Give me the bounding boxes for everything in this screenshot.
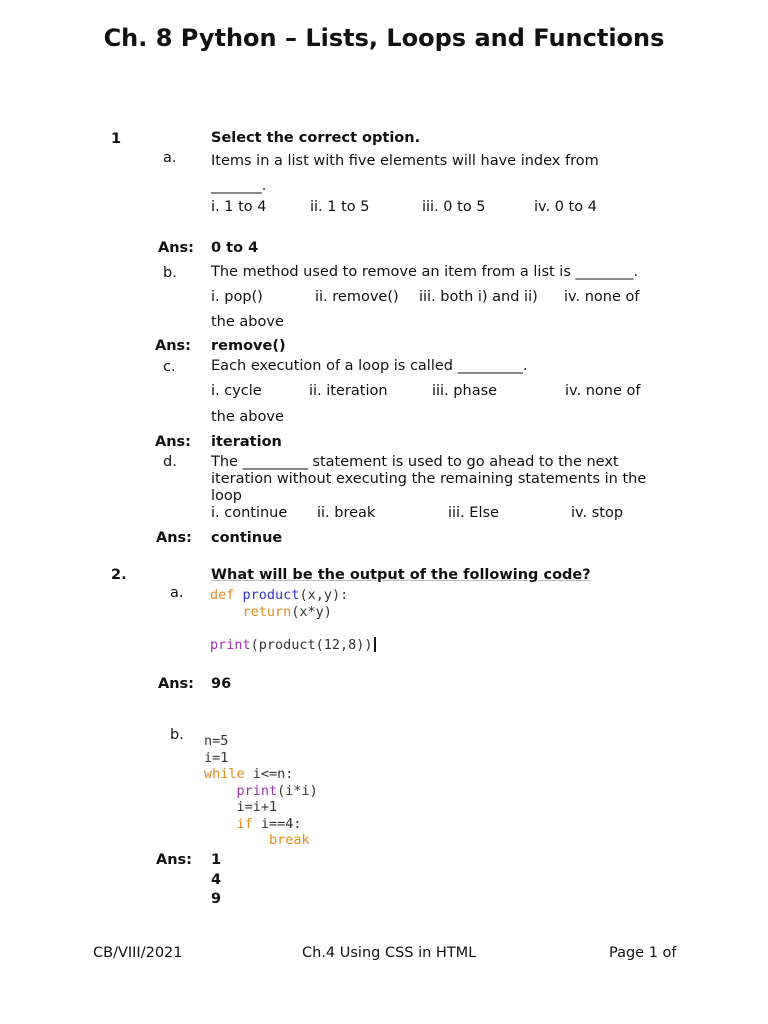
q1d-label: d. [163,454,177,470]
code-line-5: i=i+1 [236,799,278,815]
code-return-expr: (x*y) [291,603,332,620]
q2b-label: b. [170,727,184,743]
q1c-text: Each execution of a loop is called _________. [211,358,528,374]
code-print-args: (product(12,8)) [250,636,373,653]
code-if-keyword: if [236,815,253,832]
q2a-label: a. [170,585,184,601]
text-cursor [374,637,376,652]
question-1-heading: Select the correct option. [211,130,421,146]
code-function-name: product [242,587,300,603]
q1b-option-cont: the above [211,314,284,330]
footer-center: Ch.4 Using CSS in HTML [302,945,477,961]
q1d-answer: continue [211,530,283,546]
code-def-keyword: def [210,587,235,603]
q1a-option-3: iii. 0 to 5 [422,199,486,215]
q1b-answer: remove() [211,338,286,354]
q1d-ans-label: Ans: [156,530,192,546]
q2a-ans-label: Ans: [158,676,194,692]
code-print-keyword: print [210,636,251,653]
code-return-keyword: return [242,603,292,620]
question-2-heading: What will be the output of the following code? [211,567,591,583]
q1b-option-4: iv. none of [564,289,640,305]
code-while-keyword: while [204,766,245,782]
q2a-answer: 96 [211,676,232,692]
q1d-option-1: i. continue [211,505,288,521]
q1b-text: The method used to remove an item from a list is ________. [211,264,639,280]
code-params: (x,y): [299,587,349,603]
q2b-answer-3: 9 [211,891,222,907]
q1d-option-2: ii. break [317,505,376,521]
q2b-answer-1: 1 [211,852,222,868]
code-print-args: (i*i) [277,782,318,799]
q2b-code-block [204,733,318,849]
code-line-2: i=1 [204,749,229,766]
q1a-option-1: i. 1 to 4 [211,199,267,215]
q1c-option-3: iii. phase [432,383,498,399]
page-title: Ch. 8 Python – Lists, Loops and Functions [103,24,665,52]
footer-left: CB/VIII/2021 [93,945,183,961]
footer-right: Page 1 of [609,945,677,961]
q1a-label: a. [163,150,177,166]
code-line-1: n=5 [204,733,229,749]
q1b-option-2: ii. remove() [315,289,399,305]
q1a-ans-label: Ans: [158,240,194,256]
question-1-number: 1 [111,131,122,147]
q1a-option-4: iv. 0 to 4 [534,199,597,215]
q1c-option-cont: the above [211,409,284,425]
q1d-option-3: iii. Else [448,505,499,521]
code-if-cond: i==4: [252,815,302,832]
question-2-number: 2. [111,567,127,583]
code-print-keyword: print [236,782,278,799]
q1c-option-4: iv. none of [565,383,641,399]
q1b-option-1: i. pop() [211,289,263,305]
q1a-answer: 0 to 4 [211,240,259,256]
code-break-keyword: break [269,832,310,848]
q1c-ans-label: Ans: [155,434,191,450]
q1b-label: b. [163,265,177,281]
q1b-ans-label: Ans: [155,338,191,354]
code-while-cond: i<=n: [244,766,294,782]
q1d-option-4: iv. stop [571,505,624,521]
q1c-option-1: i. cycle [211,383,262,399]
q2b-ans-label: Ans: [156,852,192,868]
q1c-option-2: ii. iteration [309,383,388,399]
q1b-option-3: iii. both i) and ii) [419,289,538,305]
q1a-option-2: ii. 1 to 5 [310,199,370,215]
q1c-answer: iteration [211,434,282,450]
q1d-text: The _________ statement is used to go ahead to the next iteration without executing the remaining statements in the loop [211,454,647,504]
q2a-code-block [210,587,376,653]
q1a-text: Items in a list with five elements will have index from _______. [211,153,599,194]
q2b-answer-2: 4 [211,872,222,888]
q1c-label: c. [163,359,176,375]
